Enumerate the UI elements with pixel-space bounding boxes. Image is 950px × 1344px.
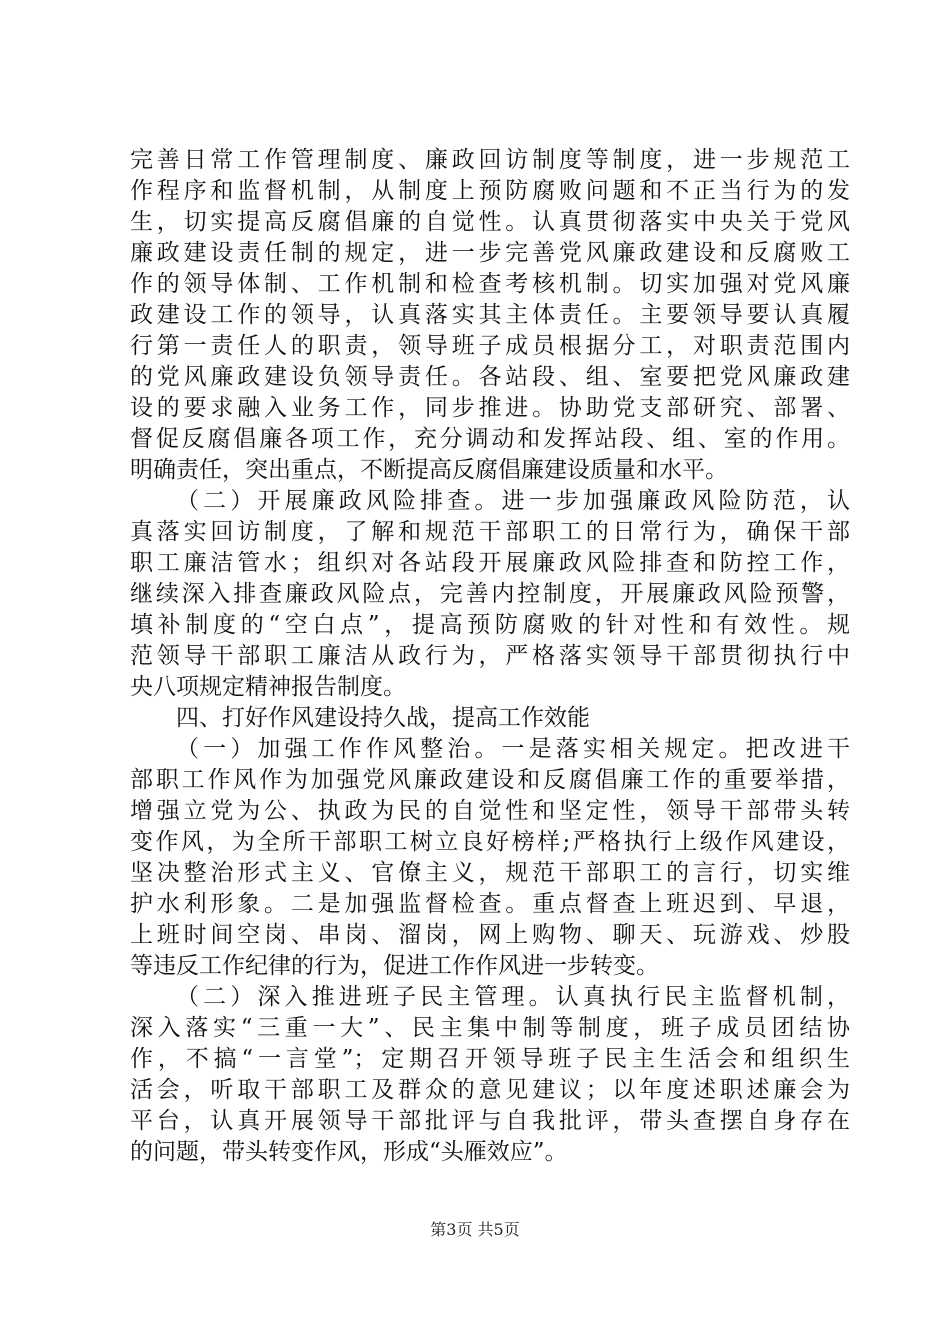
paragraph-line: 作程序和监督机制，从制度上预防腐败问题和不正当行为的发 — [130, 178, 850, 204]
paragraph-line: 督促反腐倡廉各项工作，充分调动和发挥站段、组、室的作用。 — [130, 426, 850, 452]
paragraph-line: 完善日常工作管理制度、廉政回访制度等制度，进一步规范工 — [130, 147, 850, 173]
paragraph-line: 的问题，带头转变作风，形成“头雁效应”。 — [130, 1139, 568, 1165]
paragraph-line: 部职工作风作为加强党风廉政建设和反腐倡廉工作的重要举措， — [130, 767, 850, 793]
paragraph-line: 廉政建设责任制的规定，进一步完善党风廉政建设和反腐败工 — [130, 240, 850, 266]
paragraph-line: 央八项规定精神报告制度。 — [130, 674, 406, 700]
paragraph-line: 作的领导体制、工作机制和检查考核机制。切实加强对党风廉 — [130, 271, 850, 297]
paragraph-line: （一）加强工作作风整治。一是落实相关规定。把改进干 — [176, 736, 850, 762]
paragraph-line: 的党风廉政建设负领导责任。各站段、组、室要把党风廉政建 — [130, 364, 850, 390]
paragraph-line: 活会，听取干部职工及群众的意见建议；以年度述职述廉会为 — [130, 1077, 850, 1103]
paragraph-line: 政建设工作的领导，认真落实其主体责任。主要领导要认真履 — [130, 302, 850, 328]
page-number-footer: 第3页 共5页 — [430, 1220, 520, 1239]
paragraph-line: 范领导干部职工廉洁从政行为，严格落实领导干部贯彻执行中 — [130, 643, 850, 669]
paragraph-line: 设的要求融入业务工作，同步推进。协助党支部研究、部署、 — [130, 395, 850, 421]
paragraph-line: 坚决整治形式主义、官僚主义，规范干部职工的言行，切实维 — [130, 860, 850, 886]
paragraph-line: 明确责任，突出重点，不断提高反腐倡廉建设质量和水平。 — [130, 457, 728, 483]
document-body — [130, 145, 850, 1168]
paragraph-line: （二）深入推进班子民主管理。认真执行民主监督机制， — [176, 984, 850, 1010]
paragraph-line: 继续深入排查廉政风险点，完善内控制度，开展廉政风险预警， — [130, 581, 850, 607]
paragraph-line: 生，切实提高反腐倡廉的自觉性。认真贯彻落实中央关于党风 — [130, 209, 850, 235]
paragraph-line: 作，不搞“一言堂”；定期召开领导班子民主生活会和组织生 — [130, 1046, 850, 1072]
paragraph-line: 增强立党为公、执政为民的自觉性和坚定性，领导干部带头转 — [130, 798, 850, 824]
paragraph-line: 上班时间空岗、串岗、溜岗，网上购物、聊天、玩游戏、炒股 — [130, 922, 850, 948]
paragraph-line: 等违反工作纪律的行为，促进工作作风进一步转变。 — [130, 953, 659, 979]
paragraph-line: 填补制度的“空白点”，提高预防腐败的针对性和有效性。规 — [130, 612, 850, 638]
paragraph-line: 职工廉洁管水；组织对各站段开展廉政风险排查和防控工作， — [130, 550, 850, 576]
paragraph-line: 深入落实“三重一大”、民主集中制等制度，班子成员团结协 — [130, 1015, 850, 1041]
section-heading: 四、打好作风建设持久战，提高工作效能 — [176, 705, 590, 731]
paragraph-line: 变作风，为全所干部职工树立良好榜样;严格执行上级作风建设， — [130, 829, 850, 855]
paragraph-line: （二）开展廉政风险排查。进一步加强廉政风险防范，认 — [176, 488, 850, 514]
paragraph-line: 平台，认真开展领导干部批评与自我批评，带头查摆自身存在 — [130, 1108, 850, 1134]
paragraph-line: 行第一责任人的职责，领导班子成员根据分工，对职责范围内 — [130, 333, 850, 359]
paragraph-line: 护水利形象。二是加强监督检查。重点督查上班迟到、早退， — [130, 891, 850, 917]
paragraph-line: 真落实回访制度，了解和规范干部职工的日常行为，确保干部 — [130, 519, 850, 545]
